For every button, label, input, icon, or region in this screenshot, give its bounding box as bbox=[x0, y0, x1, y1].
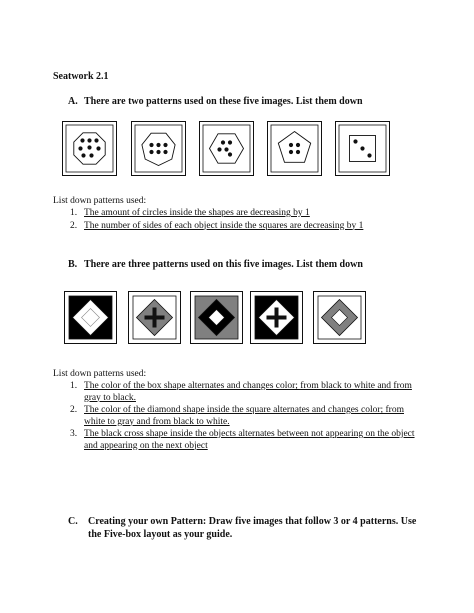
section-a-list-label: List down patterns used: bbox=[53, 196, 147, 206]
list-number: 2. bbox=[70, 405, 78, 415]
figure-a-4 bbox=[268, 122, 322, 176]
pattern-text: The color of the box shape alternates and changes color; from black to white and from gray to black. bbox=[84, 381, 412, 403]
section-b-pattern-item bbox=[70, 405, 415, 428]
dot bbox=[156, 143, 160, 147]
figure-b-1 bbox=[65, 292, 117, 344]
cross-horizontal bbox=[145, 316, 165, 320]
section-a-heading-text: There are two patterns used on these five images. List them down bbox=[84, 96, 363, 107]
pattern-text: The black cross shape inside the objects alternates between not appearing on the object and appearing on the next object bbox=[84, 429, 415, 451]
figure-b-4 bbox=[251, 292, 303, 344]
section-c-label: C. bbox=[68, 516, 78, 527]
dot bbox=[94, 138, 98, 142]
figure-a-1 bbox=[63, 122, 117, 176]
dot bbox=[96, 146, 100, 150]
dot bbox=[217, 147, 221, 151]
list-number: 3. bbox=[70, 429, 78, 439]
dot bbox=[87, 138, 91, 142]
section-c-heading bbox=[68, 516, 428, 541]
dot bbox=[89, 153, 93, 157]
cross-horizontal bbox=[267, 316, 287, 320]
section-b-heading bbox=[68, 259, 363, 270]
section-b-pattern-item bbox=[70, 429, 415, 452]
section-b-pattern-list bbox=[70, 381, 415, 453]
page-title: Seatwork 2.1 bbox=[53, 71, 109, 82]
figure-a-2 bbox=[132, 122, 186, 176]
dot bbox=[224, 147, 228, 151]
pattern-text: The number of sides of each object inside the squares are decreasing by 1 bbox=[84, 220, 364, 231]
list-number: 2. bbox=[70, 220, 78, 231]
dot bbox=[87, 145, 91, 149]
section-b-pattern-item bbox=[70, 381, 415, 404]
dot bbox=[289, 143, 293, 147]
outer-box bbox=[268, 122, 322, 176]
section-c-heading-text: Creating your own Pattern: Draw five images that follow 3 or 4 patterns. Use the Five-box layout as your guide. bbox=[88, 516, 417, 540]
dot bbox=[81, 153, 85, 157]
section-b-heading-text: There are three patterns used on this five images. List them down bbox=[84, 259, 363, 270]
section-b-list-label: List down patterns used: bbox=[53, 369, 147, 379]
dot bbox=[228, 152, 232, 156]
dot bbox=[78, 146, 82, 150]
list-number: 1. bbox=[70, 381, 78, 391]
dot bbox=[296, 143, 300, 147]
dot bbox=[221, 140, 225, 144]
figure-b-3 bbox=[191, 292, 243, 344]
dot bbox=[296, 150, 300, 154]
dot bbox=[360, 146, 364, 150]
figure-a-5 bbox=[336, 122, 390, 176]
section-a-pattern-item bbox=[70, 221, 420, 233]
dot bbox=[156, 150, 160, 154]
dot bbox=[289, 150, 293, 154]
pattern-text: The amount of circles inside the shapes are decreasing by 1 bbox=[84, 208, 310, 218]
dot bbox=[228, 140, 232, 144]
dot bbox=[80, 138, 84, 142]
dot bbox=[367, 153, 371, 157]
figure-b-5 bbox=[314, 292, 366, 344]
section-b-label: B. bbox=[68, 259, 78, 270]
section-a-pattern-list bbox=[70, 208, 420, 233]
dot bbox=[163, 150, 167, 154]
section-a-label: A. bbox=[68, 96, 78, 107]
dot bbox=[163, 143, 167, 147]
pattern-text: The color of the diamond shape inside the square alternates and changes color; from white to gray and from black to white. bbox=[84, 405, 404, 427]
section-a-pattern-item bbox=[70, 208, 420, 220]
outer-box bbox=[132, 122, 186, 176]
list-number: 1. bbox=[70, 208, 78, 218]
dot bbox=[149, 143, 153, 147]
figure-b-2 bbox=[129, 292, 181, 344]
dot bbox=[149, 150, 153, 154]
dot bbox=[353, 139, 357, 143]
figure-a-3 bbox=[200, 122, 254, 176]
